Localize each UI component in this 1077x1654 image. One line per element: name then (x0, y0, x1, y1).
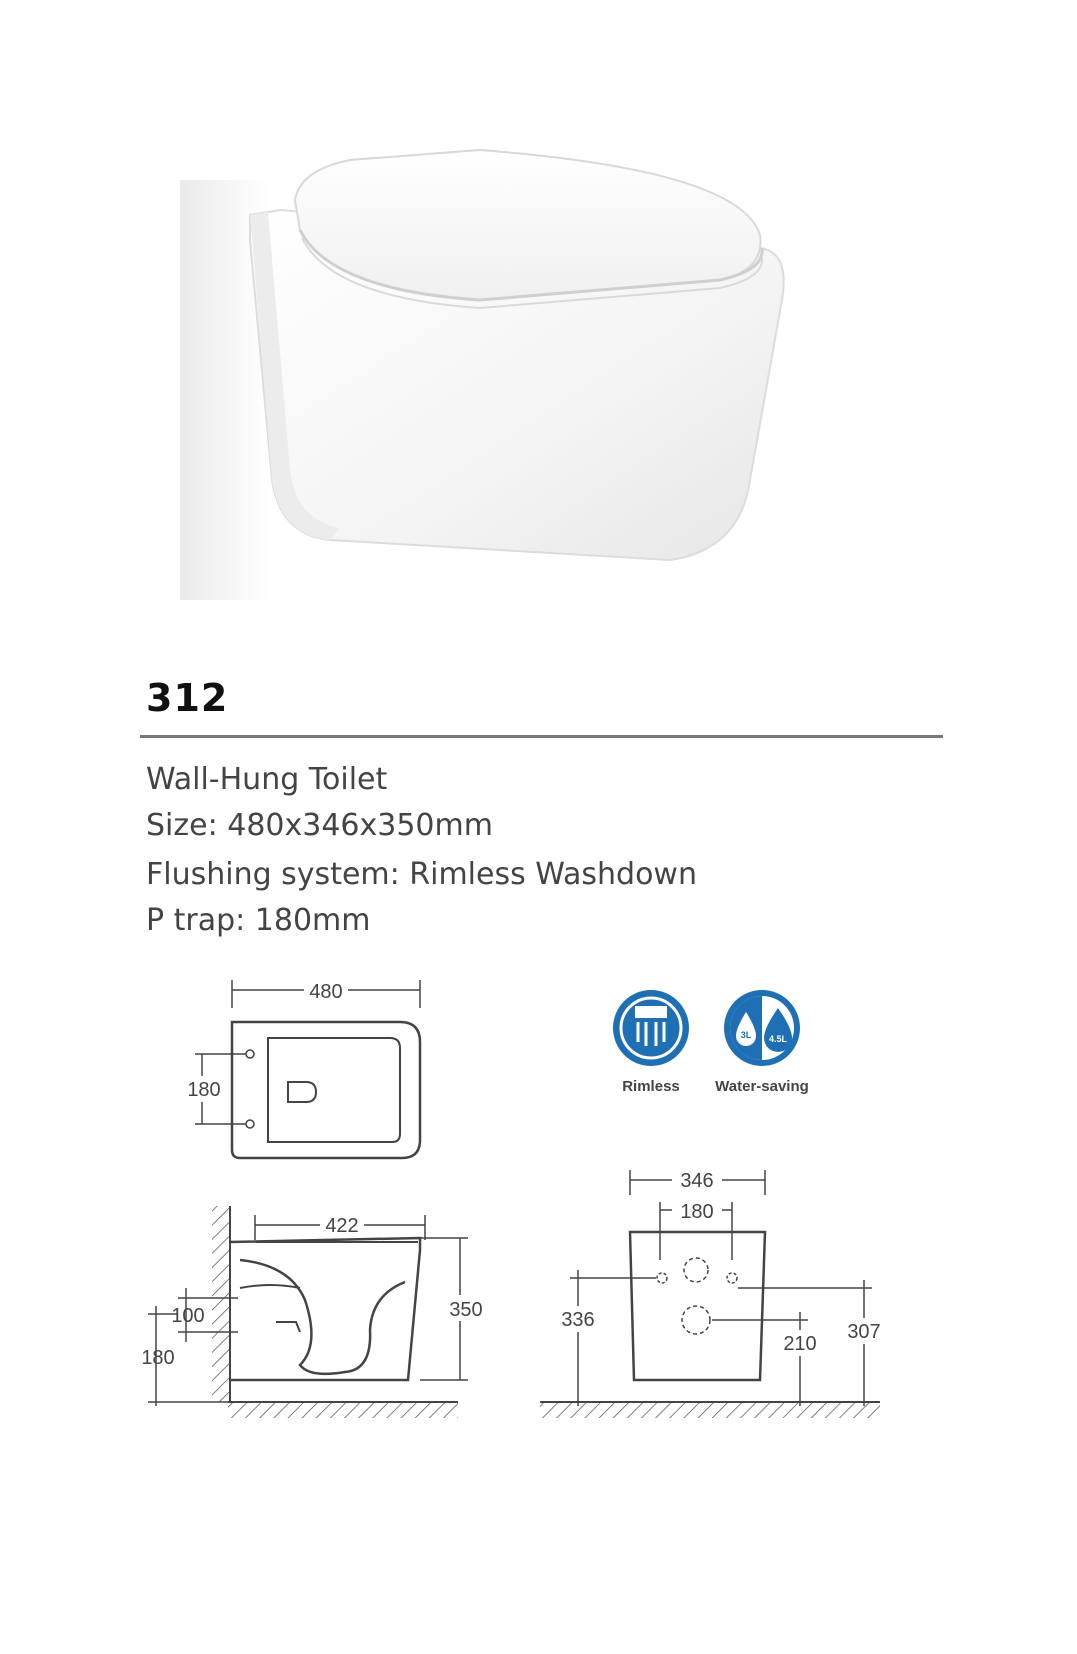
size-spec: Size: 480x346x350mm (146, 808, 493, 843)
technical-drawings (0, 970, 1077, 1470)
back-width-dim: 346 (680, 1170, 714, 1192)
back-hole-spacing-dim: 180 (680, 1201, 714, 1223)
product-photo (150, 130, 850, 630)
rimless-badge (613, 990, 689, 1095)
top-view-drawing (184, 976, 420, 1158)
product-name: Wall-Hung Toilet (146, 762, 388, 797)
flushing-spec: Flushing system: Rimless Washdown (146, 857, 697, 892)
back-bolt-height-dim: 336 (561, 1309, 595, 1331)
side-outlet-offset-dim: 100 (171, 1305, 205, 1327)
model-number: 312 (146, 676, 229, 720)
top-width-dim: 480 (309, 981, 343, 1003)
trap-spec: P trap: 180mm (146, 903, 371, 938)
rimless-label: Rimless (622, 1078, 680, 1095)
side-length-dim: 422 (325, 1215, 359, 1237)
back-inlet-height-dim: 307 (847, 1321, 881, 1343)
divider (140, 735, 943, 738)
back-outlet-height-dim: 210 (783, 1333, 817, 1355)
top-hole-spacing-dim: 180 (187, 1079, 221, 1101)
side-trap-dim: 180 (141, 1347, 175, 1369)
low-volume-label: 3L (740, 1030, 752, 1040)
water-saving-badge (715, 990, 809, 1095)
high-volume-label: 4.5L (768, 1034, 788, 1044)
side-height-dim: 350 (449, 1299, 483, 1321)
water-saving-label: Water-saving (715, 1078, 809, 1095)
